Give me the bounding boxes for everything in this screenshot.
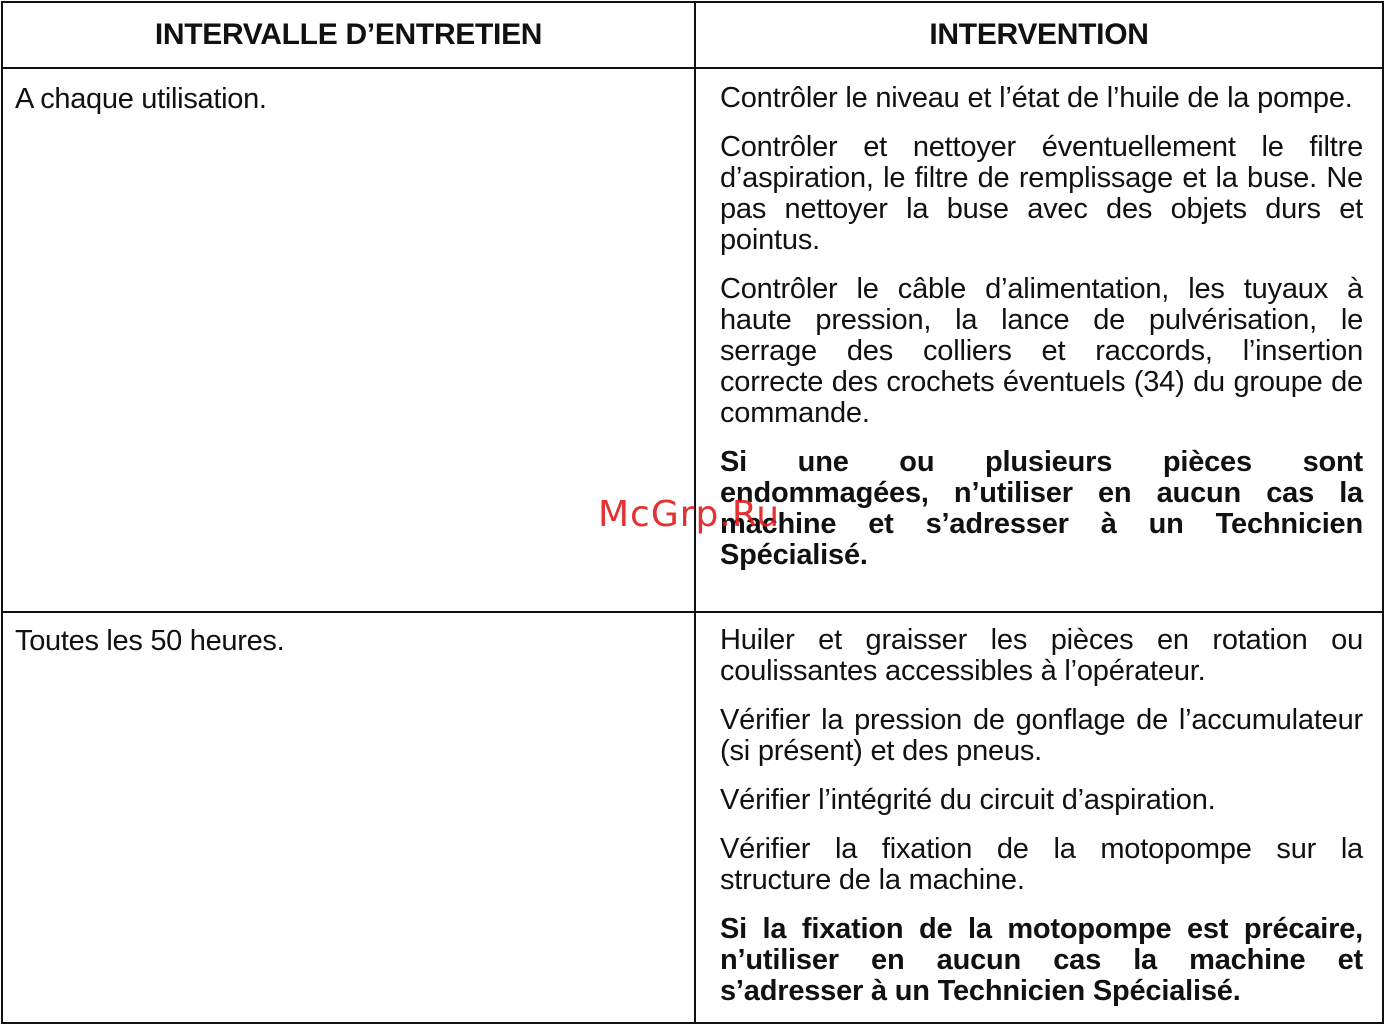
row-divider: [3, 611, 1382, 613]
row-1-warning: Si une ou plusieurs pièces sont endommagées, n’utiliser en aucun cas la machine et s’adresser à un Technicien Spécialisé.: [720, 446, 1363, 571]
header-interval: INTERVALLE D’ENTRETIEN: [154, 18, 543, 51]
row-1-item-2: Contrôler et nettoyer éventuellement le filtre d’aspiration, le filtre de remplissage et la buse. Ne pas nettoyer la buse avec des objets durs et pointus.: [720, 131, 1363, 256]
row-2-item-4: Vérifier la fixation de la motopompe sur la structure de la machine.: [720, 833, 1363, 896]
row-2-interval: Toutes les 50 heures.: [15, 625, 285, 657]
row-1-interventions: [720, 83, 1363, 571]
row-2-warning: Si la fixation de la motopompe est précaire, n’utiliser en aucun cas la machine et s’adresser à un Technicien Spécialisé.: [720, 913, 1363, 1007]
row-1-item-3: Contrôler le câble d’alimentation, les tuyaux à haute pression, la lance de pulvérisation, le serrage des colliers et raccords, l’insertion correcte des crochets éventuels (34) du groupe de commande.: [720, 273, 1363, 429]
row-2-item-1: Huiler et graisser les pièces en rotation ou coulissantes accessibles à l’opérateur.: [720, 624, 1363, 687]
row-1-item-1: Contrôler le niveau et l’état de l’huile de la pompe.: [720, 82, 1353, 114]
row-2-item-3: Vérifier l’intégrité du circuit d’aspiration.: [720, 784, 1216, 816]
row-1-interval: A chaque utilisation.: [15, 83, 267, 115]
row-2-item-2: Vérifier la pression de gonflage de l’accumulateur (si présent) et des pneus.: [720, 704, 1363, 767]
row-2-interventions: [720, 625, 1363, 1007]
header-intervention: INTERVENTION: [929, 18, 1149, 51]
watermark: McGrp.Ru: [598, 494, 781, 535]
header-divider: [3, 67, 1382, 69]
